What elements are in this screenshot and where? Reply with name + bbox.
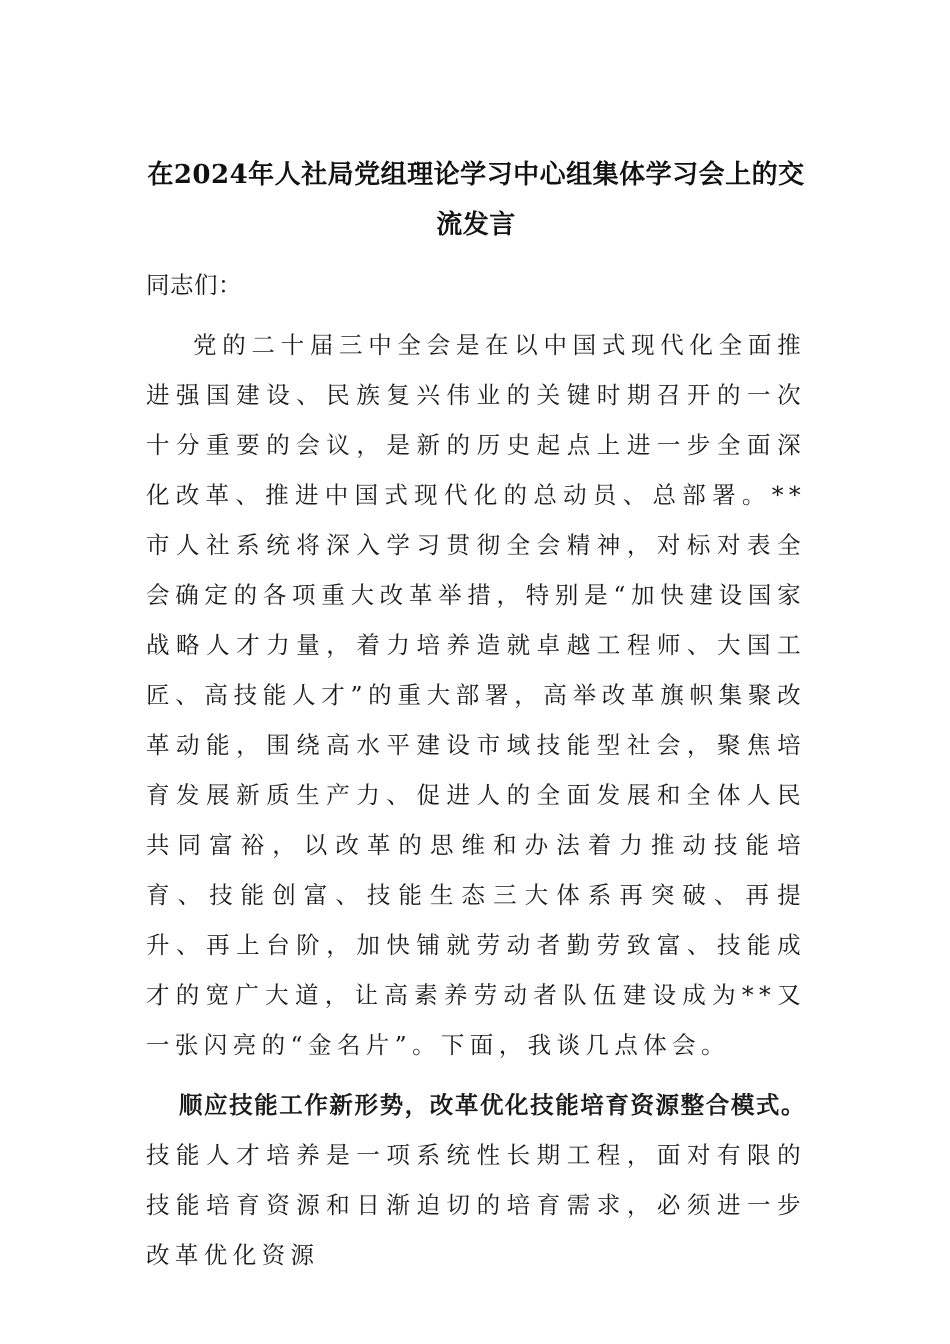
- section-1: [146, 1080, 806, 1280]
- section-1-body: 技能人才培养是一项系统性长期工程，面对有限的技能培育资源和日渐迫切的培育需求，必须进一步改革优化资源: [146, 1141, 806, 1269]
- intro-paragraph: 党的二十届三中全会是在以中国式现代化全面推进强国建设、民族复兴伟业的关键时期召开的一次十分重要的会议，是新的历史起点上进一步全面深化改革、推进中国式现代化的总动员、总部署。**市人社系统将深入学习贯彻全会精神，对标对表全会确定的各项重大改革举措，特别是“加快建设国家战略人才力量，着力培养造就卓越工程师、大国工匠、高技能人才”的重大部署，高举改革旗帜集聚改革动能，围绕高水平建设市域技能型社会，聚焦培育发展新质生产力、促进人的全面发展和全体人民共同富裕，以改革的思维和办法着力推动技能培育、技能创富、技能生态三大体系再突破、再提升、再上台阶，加快铺就劳动者勤劳致富、技能成才的宽广大道，让高素养劳动者队伍建设成为**又一张闪亮的“金名片”。下面，我谈几点体会。: [146, 331, 806, 1059]
- salutation: 同志们：: [146, 271, 242, 299]
- section-1-heading: 顺应技能工作新形势，改革优化技能培育资源整合模式。: [178, 1091, 806, 1119]
- document-page: [146, 150, 806, 1280]
- document-title: 在2024年人社局党组理论学习中心组集体学习会上的交流发言: [147, 160, 805, 240]
